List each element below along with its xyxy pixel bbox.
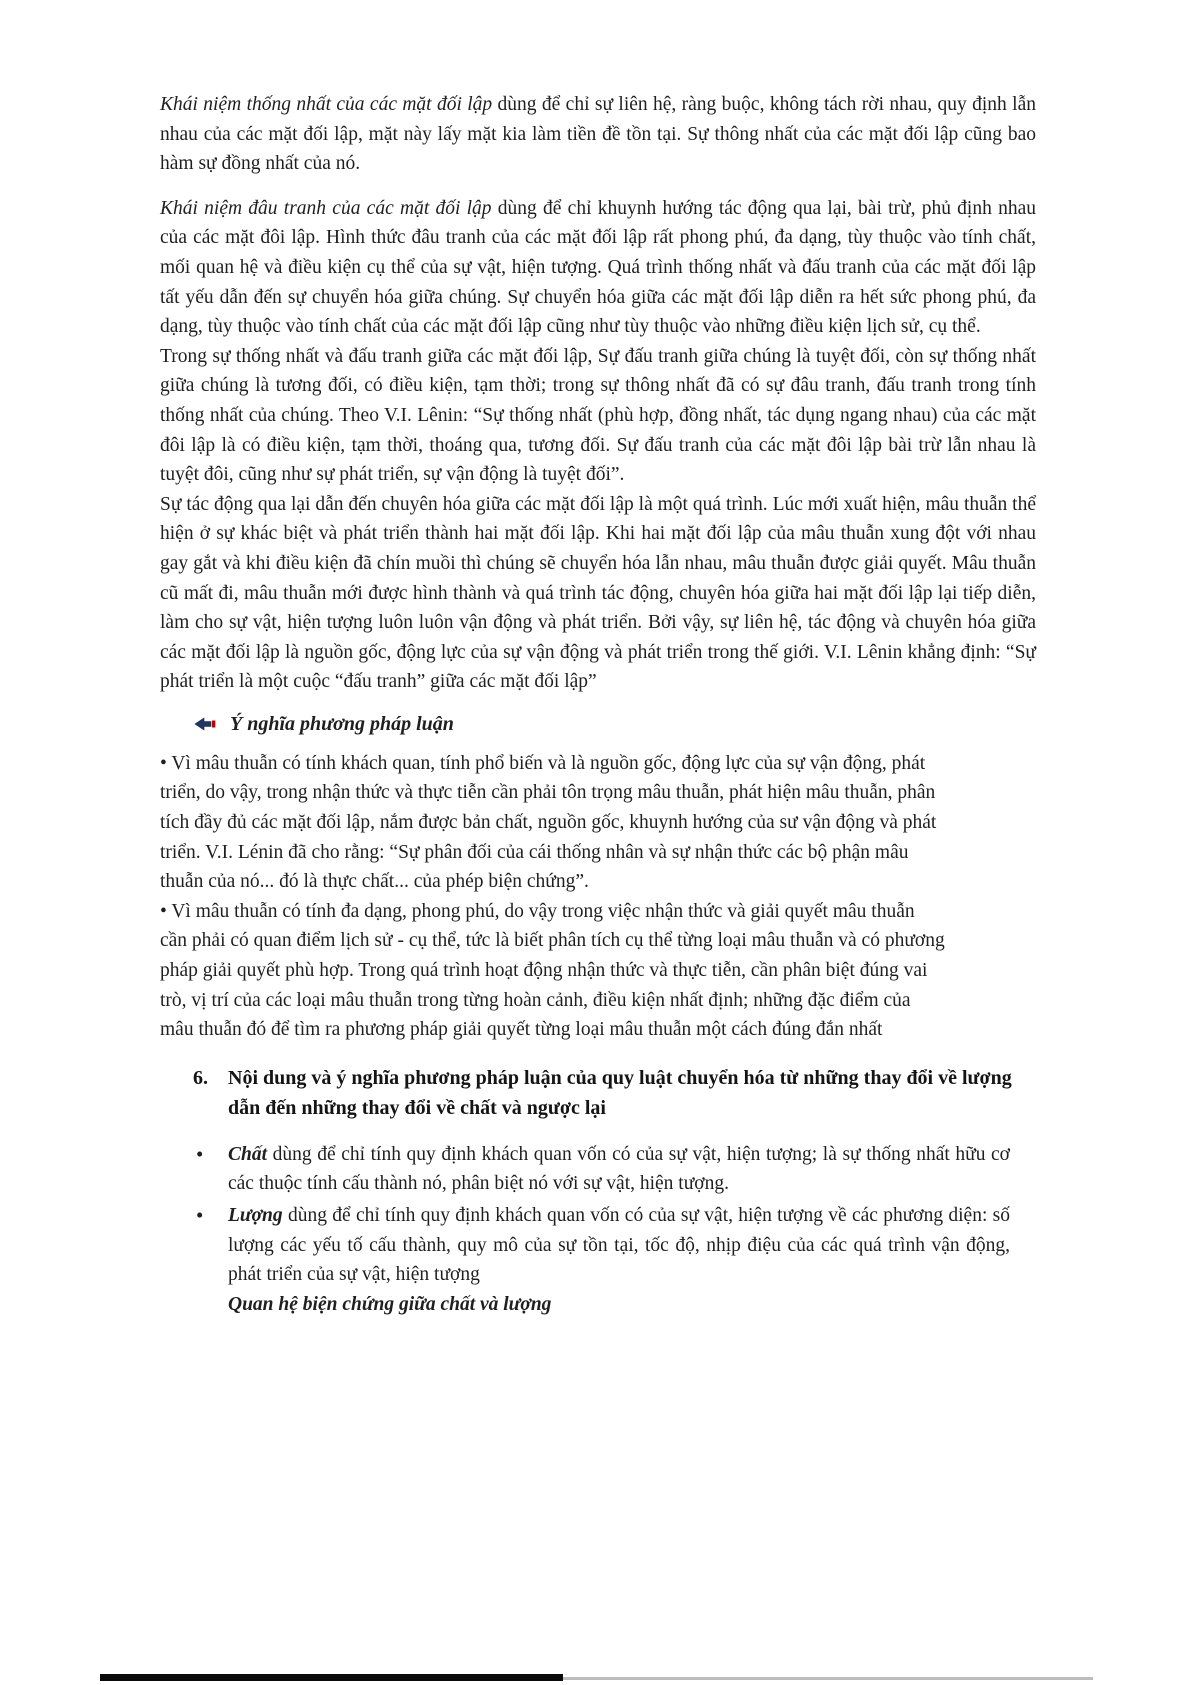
partial-table-border-light <box>563 1677 1093 1680</box>
partial-table-border-dark <box>100 1674 563 1681</box>
subheading-quan-he-bien-chung: Quan hệ biện chứng giữa chất và lượng <box>228 1293 552 1315</box>
term-unity-of-opposites: Khái niệm thống nhất của các mặt đối lập <box>160 94 493 115</box>
page-content <box>160 90 1036 1319</box>
paragraph-transformation-process: Sự tác động qua lại dẫn đến chuyên hóa giữa các mặt đối lập là một quá trình. Lúc mới xuất hiện, mâu thuẫn thể hiện ở sự khác biệt và phát triển thành hai mặt đối lập. Khi hai mặt đối lập của mâu thuẫn xung đột với nhau gay gắt và khi điều kiện đã chín muồi thì chúng sẽ chuyển hóa lẫn nhau, mâu thuẫn được giải quyết. Mâu thuẫn cũ mất đi, mâu thuẫn mới được hình thành và quá trình tác động, chuyên hóa giữa hai mặt đối lập lại tiếp diễn, làm cho sự vật, hiện tượng luôn luôn vận động và phát triển. Bởi vậy, sự liên hệ, tác động và chuyên hóa giữa các mặt đối lập là nguồn gốc, động lực của sự vận động và phát triển trong thế giới. V.I. Lênin khẳng định: “Sự phát triển là một cuộc “đấu tranh” giữa các mặt đối lập” <box>160 493 1036 693</box>
list-item-luong <box>160 1201 1010 1290</box>
paragraph-struggle <box>160 194 1036 342</box>
paragraph-struggle-text: dùng để chỉ khuynh hướng tác động qua lại, bài trừ, phủ định nhau của các mặt đôi lập. Hình thức đâu tranh của các mặt đối lập rất phong phú, đa dạng, tùy thuộc vào tính chất, mối quan hệ và điều kiện cụ thể của sự vật, hiện tượng. Quá trình thống nhất và đấu tranh của các mặt đối lập tất yếu dẫn đến sự chuyển hóa giữa chúng. Sự chuyển hóa giữa các mặt đối lập diễn ra hết sức phong phú, đa dạng, tùy thuộc vào tính chất của các mặt đối lập cũng như tùy thuộc vào những điều kiện lịch sử, cụ thể. <box>160 197 1036 338</box>
list-item-chat-body <box>228 1140 1010 1199</box>
paragraph-unity-text: dùng để chỉ sự liên hệ, ràng buộc, không tách rời nhau, quy định lẫn nhau của các mặt đối lập, mặt này lấy mặt kia làm tiền đề tồn tại. Sự thông nhất của các mặt đối lập cũng bao hàm sự đồng nhất của nó. <box>160 94 1037 175</box>
term-struggle-of-opposites: Khái niệm đâu tranh của các mặt đối lập <box>160 197 492 219</box>
chat-definition-text: dùng để chỉ tính quy định khách quan vốn có của sự vật, hiện tượng; là sự thống nhất hữu cơ các thuộc tính cấu thành nó, phân biệt nó với sự vật, hiện tượng. <box>228 1143 1010 1195</box>
luong-definition-text: dùng để chỉ tính quy định khách quan vốn có của sự vật, hiện tượng về các phương diện: số lượng các yếu tố cấu thành, quy mô của sự tồn tại, tốc độ, nhịp điệu của các quá trình vận động, phát triển của sự vật, hiện tượng <box>228 1205 1010 1286</box>
list-item-luong-body <box>228 1201 1010 1290</box>
bullet-dot-icon: • <box>196 1203 204 1227</box>
section-6-number: 6. <box>193 1066 208 1089</box>
paragraph-relative-absolute: Trong sự thống nhất và đấu tranh giữa các mặt đối lập, Sự đấu tranh giữa chúng là tuyệt đối, còn sự thống nhất giữa chúng là tương đối, có điều kiện, tạm thời; trong sự thông nhất đã có sự đâu tranh, đấu tranh trong tính thống nhất của chúng. Theo V.I. Lênin: “Sự thống nhất (phù hợp, đồng nhất, tác dụng ngang nhau) của các mặt đôi lập là có điều kiện, tạm thời, thoáng qua, tương đối. Sự đấu tranh của các mặt đôi lập bài trừ lẫn nhau là tuyệt đôi, cũng như sự phát triển, sự vận động là tuyệt đối”. <box>160 345 1036 486</box>
section-6-heading <box>160 1063 1012 1123</box>
list-item-chat <box>160 1140 1010 1199</box>
meaning-bullet-1: • Vì mâu thuẫn có tính khách quan, tính phổ biến và là nguồn gốc, động lực của sự vận động, phát triển, do vậy, trong nhận thức và thực tiễn cần phải tôn trọng mâu thuẫn, phát hiện mâu thuẫn, phân tích đầy đủ các mặt đối lập, nắm được bản chất, nguồn gốc, khuynh hướng của sư vận động và phát triển. V.I. Lénin đã cho rằng: “Sự phân đối của cái thống nhân và sự nhận thức các bộ phận mâu thuẫn của nó... đó là thực chất... của phép biện chứng”. <box>160 752 937 893</box>
section-6-title: Nội dung và ý nghĩa phương pháp luận của quy luật chuyển hóa từ những thay đổi về lượng dẫn đến những thay đổi về chất và ngược lại <box>228 1066 1012 1119</box>
paragraph-unity <box>160 90 1036 179</box>
arrow-bullet-icon <box>194 717 216 731</box>
term-chat: Chất <box>228 1143 268 1165</box>
term-luong: Lượng <box>228 1205 283 1226</box>
meaning-heading-label: Ý nghĩa phương pháp luận <box>230 712 454 735</box>
meaning-heading <box>194 713 1036 736</box>
meaning-bullet-2: • Vì mâu thuẫn có tính đa dạng, phong phú, do vậy trong việc nhận thức và giải quyết mâu thuẫn cần phải có quan điểm lịch sử - cụ thể, tức là biết phân tích cụ thể từng loại mâu thuẫn và có phương pháp giải quyết phù hợp. Trong quá trình hoạt động nhận thức và thực tiễn, cần phân biệt đúng vai trò, vị trí của các loại mâu thuẫn trong từng hoàn cảnh, điều kiện nhất định; những đặc điểm của mâu thuẫn đó để tìm ra phương pháp giải quyết từng loại mâu thuẫn một cách đúng đắn nhất <box>160 900 945 1041</box>
bullet-dot-icon: • <box>196 1141 204 1166</box>
